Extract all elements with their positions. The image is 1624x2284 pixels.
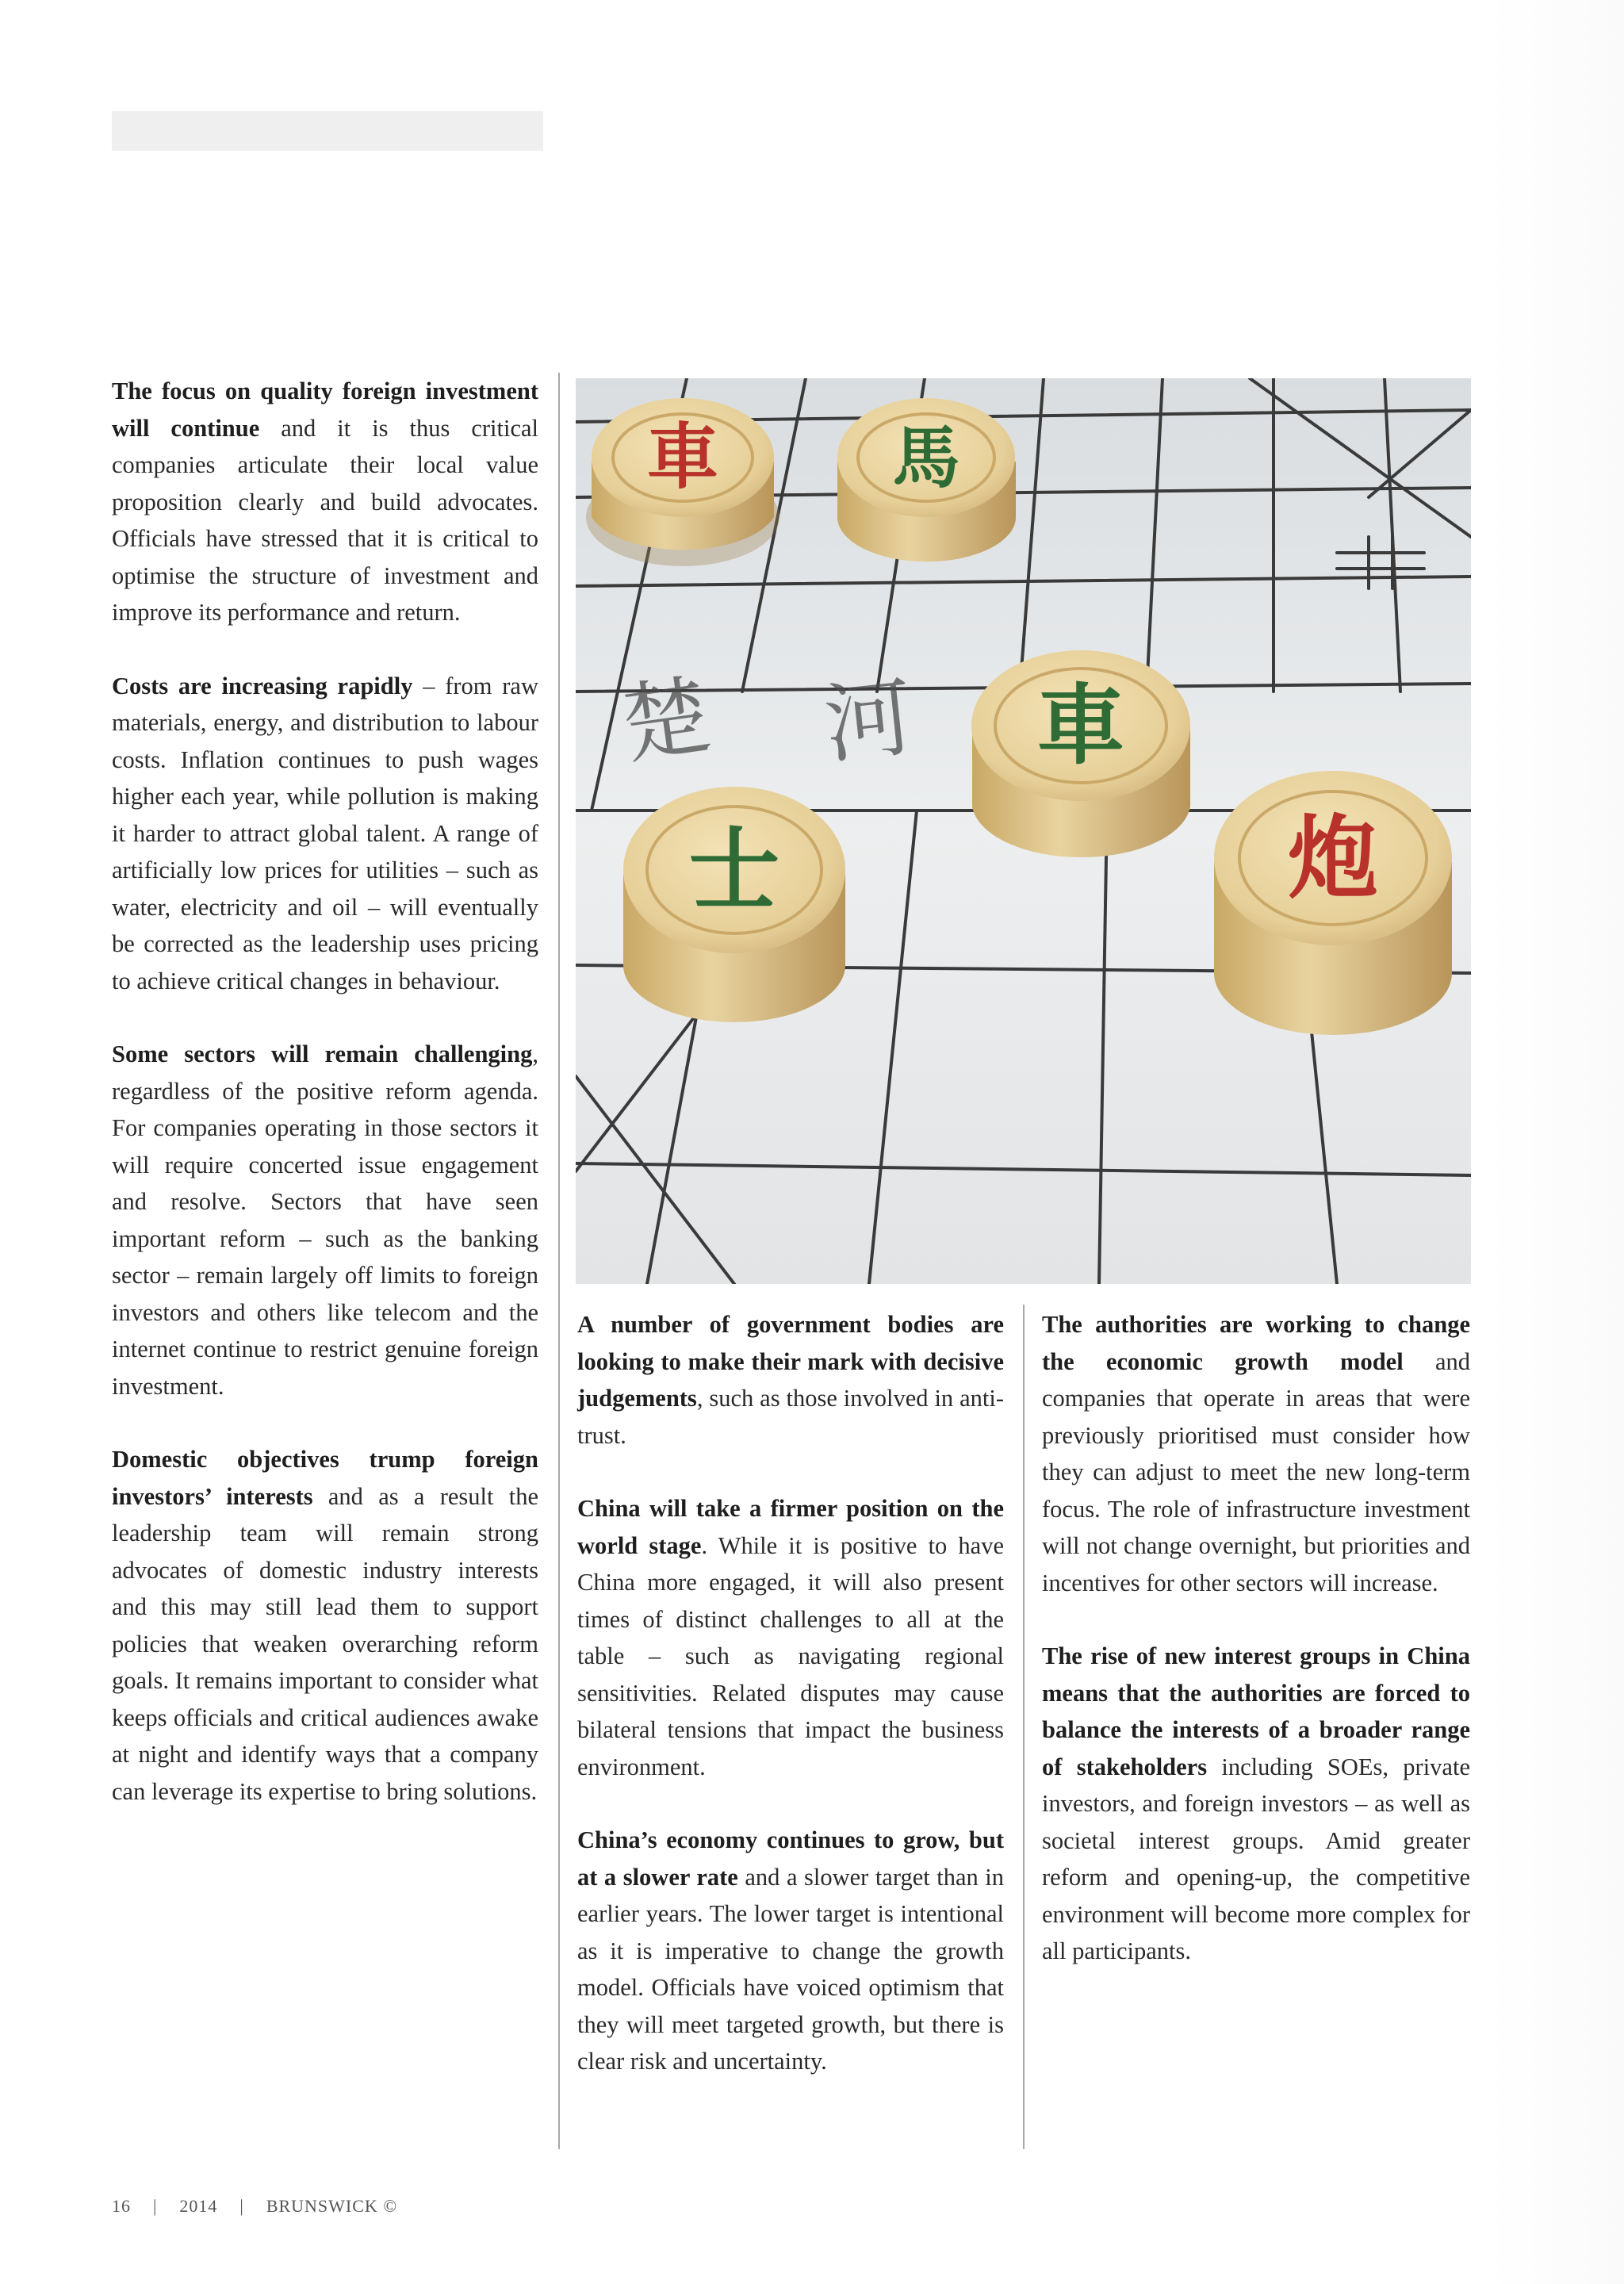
paragraph: The rise of new interest groups in China means that the authorities are forced to balance the interests of a broader range of stakeholders including SOEs, private investors, and foreign investors – as well as societal interest groups. Amid greater reform and opening-up, the competitive environment will become more complex for all participants. (1042, 1642, 1470, 1964)
board-text: 楚 (615, 664, 717, 777)
page-edge-shade (1489, 0, 1624, 2284)
paragraph: The focus on quality foreign investment will continue and it is thus critical companies articulate their local value proposition clearly and build advocates. Officials have stressed that it is critical to optimise the structure of investment and improve its performance and return. (112, 377, 538, 626)
column-rule-right (1023, 1305, 1025, 2149)
footer-brand: BRUNSWICK © (266, 2196, 398, 2216)
xiangqi-piece (586, 398, 779, 566)
page-number: 16 (112, 2196, 131, 2216)
middle-column (577, 1306, 1004, 2117)
footer-separator: | (239, 2196, 244, 2216)
column-rule-left (558, 373, 560, 2149)
xiangqi-piece (971, 650, 1190, 857)
paragraph: China’s economy continues to grow, but at a slower rate and a slower target than in earlier years. The lower target is intentional as it is imperative to change the growth model. Officials have voiced optimism that they will meet targeted growth, but there is clear risk and uncertainty. (577, 1826, 1004, 2075)
left-column (112, 373, 538, 1846)
paragraph: Domestic objectives trump foreign investors’ interests and as a result the leadership team will remain strong advocates of domestic industry interests and this may still lead them to support policies that weaken overarching reform goals. It remains important to consider what keeps officials and critical audiences awake at night and identify ways that a company can leverage its expertise to bring solutions. (112, 1446, 538, 1805)
paragraph: Some sectors will remain challenging, regardless of the positive reform agenda. For companies operating in those sectors it will require concerted issue engagement and resolve. Sectors that have seen important reform – such as the banking sector – remain largely off limits to foreign investors and others like telecom and the internet continue to restrict genuine foreign investment. (112, 1040, 538, 1400)
svg-text:馬: 馬 (892, 420, 960, 498)
xiangqi-piece (837, 398, 1016, 561)
right-column (1042, 1306, 1470, 2006)
xiangqi-photo (576, 378, 1471, 1284)
svg-text:車: 車 (647, 416, 718, 499)
footer-year: 2014 (179, 2196, 218, 2216)
board-text: 河 (819, 665, 917, 776)
footer-separator: | (153, 2196, 158, 2216)
paragraph: Costs are increasing rapidly – from raw materials, energy, and distribution to labour costs. Inflation continues to push wages higher each year, while pollution is making it harder to attract global talent. A range of artificially low prices for utilities – such as water, electricity and oil – will eventually be corrected as the leadership uses pricing to achieve critical changes in behaviour. (112, 672, 538, 994)
paragraph: The authorities are working to change the economic growth model and companies that operate in areas that were previously prioritised must consider how they can adjust to meet the new long-term focus. The role of infrastructure investment will not change overnight, but priorities and incentives for other sectors will increase. (1042, 1311, 1470, 1596)
xiangqi-piece (623, 787, 845, 1022)
svg-text:士: 士 (688, 818, 780, 924)
header-bar (112, 111, 543, 151)
page-footer (112, 2196, 408, 2217)
svg-text:炮: 炮 (1287, 806, 1379, 912)
xiangqi-piece (1214, 771, 1452, 1035)
paragraph: A number of government bodies are looking to make their mark with decisive judgements, such as those involved in anti-trust. (577, 1311, 1004, 1449)
svg-text:車: 車 (1037, 675, 1124, 776)
paragraph: China will take a firmer position on the world stage. While it is positive to have China more engaged, it will also present times of distinct challenges to all at the table – such as navigating regional sensitivities. Related disputes may cause bilateral tensions that impact the business environment. (577, 1495, 1004, 1780)
